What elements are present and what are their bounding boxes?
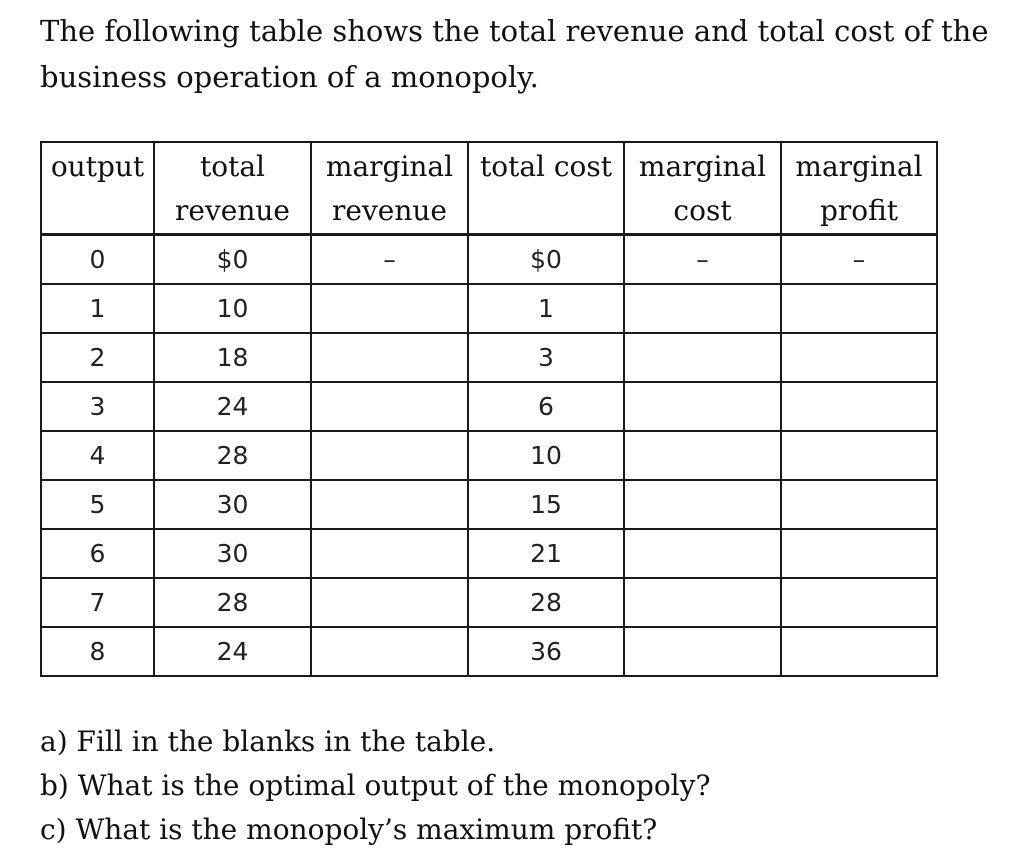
- table-row: [41, 529, 937, 578]
- header-total-cost: total cost: [468, 142, 624, 235]
- cell-total-revenue: $0: [154, 235, 311, 285]
- cell-output: 3: [41, 382, 154, 431]
- table-row: [41, 235, 937, 285]
- table-row: [41, 627, 937, 676]
- cell-marginal-cost: [624, 284, 781, 333]
- header-total-revenue: total revenue: [154, 142, 311, 235]
- table-row: [41, 382, 937, 431]
- cell-marginal-profit: [781, 333, 937, 382]
- cell-marginal-cost: [624, 382, 781, 431]
- header-marginal-cost: marginal cost: [624, 142, 781, 235]
- cell-marginal-profit: –: [781, 235, 937, 285]
- cell-output: 8: [41, 627, 154, 676]
- cell-total-cost: 10: [468, 431, 624, 480]
- table-row: [41, 578, 937, 627]
- cell-marginal-profit: [781, 284, 937, 333]
- cell-total-revenue: 30: [154, 529, 311, 578]
- cell-marginal-revenue: [311, 284, 468, 333]
- cell-marginal-cost: [624, 529, 781, 578]
- table-row: [41, 480, 937, 529]
- revenue-cost-table: [40, 141, 938, 677]
- question-list: [40, 720, 710, 852]
- cell-marginal-revenue: [311, 382, 468, 431]
- header-marginal-profit: marginal profit: [781, 142, 937, 235]
- cell-marginal-profit: [781, 578, 937, 627]
- cell-marginal-profit: [781, 480, 937, 529]
- table-row: [41, 284, 937, 333]
- cell-total-cost: 15: [468, 480, 624, 529]
- cell-total-cost: 1: [468, 284, 624, 333]
- cell-output: 7: [41, 578, 154, 627]
- cell-marginal-cost: –: [624, 235, 781, 285]
- header-output: output: [41, 142, 154, 235]
- cell-marginal-revenue: [311, 529, 468, 578]
- cell-marginal-revenue: [311, 333, 468, 382]
- cell-total-revenue: 28: [154, 431, 311, 480]
- table-header-row: [41, 142, 937, 235]
- cell-output: 4: [41, 431, 154, 480]
- cell-total-cost: $0: [468, 235, 624, 285]
- table-row: [41, 431, 937, 480]
- question-c: c) What is the monopoly’s maximum profit?: [40, 813, 658, 846]
- cell-total-cost: 28: [468, 578, 624, 627]
- cell-output: 1: [41, 284, 154, 333]
- cell-total-cost: 21: [468, 529, 624, 578]
- question-b: b) What is the optimal output of the monopoly?: [40, 769, 711, 802]
- cell-marginal-revenue: [311, 578, 468, 627]
- cell-output: 0: [41, 235, 154, 285]
- cell-marginal-cost: [624, 578, 781, 627]
- cell-marginal-profit: [781, 627, 937, 676]
- header-marginal-revenue: marginal revenue: [311, 142, 468, 235]
- cell-marginal-profit: [781, 431, 937, 480]
- cell-output: 2: [41, 333, 154, 382]
- cell-total-revenue: 18: [154, 333, 311, 382]
- cell-marginal-revenue: [311, 627, 468, 676]
- cell-marginal-revenue: [311, 431, 468, 480]
- table-row: [41, 333, 937, 382]
- cell-total-cost: 36: [468, 627, 624, 676]
- cell-marginal-cost: [624, 333, 781, 382]
- cell-marginal-revenue: [311, 480, 468, 529]
- cell-total-cost: 6: [468, 382, 624, 431]
- cell-marginal-profit: [781, 529, 937, 578]
- cell-marginal-profit: [781, 382, 937, 431]
- cell-total-revenue: 10: [154, 284, 311, 333]
- cell-marginal-cost: [624, 480, 781, 529]
- cell-marginal-cost: [624, 431, 781, 480]
- cell-marginal-cost: [624, 627, 781, 676]
- cell-total-revenue: 24: [154, 382, 311, 431]
- cell-total-revenue: 24: [154, 627, 311, 676]
- cell-total-revenue: 28: [154, 578, 311, 627]
- cell-total-revenue: 30: [154, 480, 311, 529]
- intro-paragraph: The following table shows the total revenue and total cost of the business operation of a monopoly.: [40, 14, 989, 94]
- cell-total-cost: 3: [468, 333, 624, 382]
- cell-output: 5: [41, 480, 154, 529]
- question-a: a) Fill in the blanks in the table.: [40, 725, 496, 758]
- cell-marginal-revenue: –: [311, 235, 468, 285]
- cell-output: 6: [41, 529, 154, 578]
